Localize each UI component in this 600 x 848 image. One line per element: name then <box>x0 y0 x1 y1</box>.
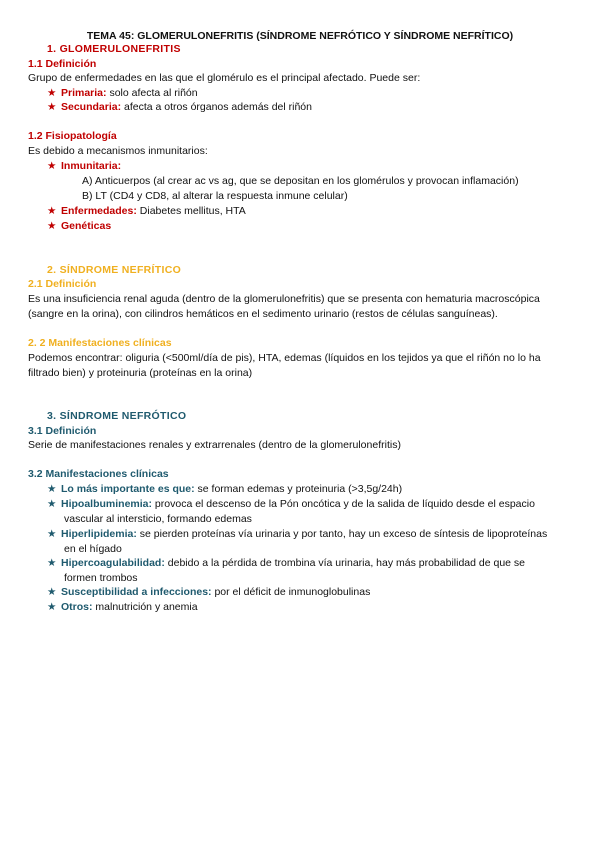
sub-list-item: B) LT (CD4 y CD8, al alterar la respuesta inmune celular) <box>82 190 348 202</box>
star-bullet-icon: ★ <box>47 601 57 613</box>
star-bullet-icon: ★ <box>47 557 57 569</box>
section-3-heading: 3. SÍNDROME NEFRÓTICO <box>47 410 187 422</box>
star-bullet-icon: ★ <box>47 160 57 172</box>
section-2-1-text-line2: (sangre en la orina), con cilindros hemáticos en el sedimento urinario (restos de células sanguíneas). <box>28 308 498 320</box>
list-item-continuation: en el hígado <box>64 543 122 555</box>
list-item: ★ Secundaria: afecta a otros órganos además del riñón <box>47 101 312 113</box>
list-item-continuation: vascular al intersticio, formando edemas <box>64 513 252 525</box>
star-bullet-icon: ★ <box>47 220 57 232</box>
list-item: ★ Lo más importante es que: se forman edemas y proteinuria (>3,5g/24h) <box>47 483 403 495</box>
section-2-2-title: 2. 2 Manifestaciones clínicas <box>28 337 172 349</box>
list-item: ★ Enfermedades: Diabetes mellitus, HTA <box>47 205 246 217</box>
section-3-1-text: Serie de manifestaciones renales y extrarrenales (dentro de la glomerulonefritis) <box>28 439 401 451</box>
list-item-continuation: formen trombos <box>64 572 138 584</box>
section-3-2-title: 3.2 Manifestaciones clínicas <box>28 468 169 480</box>
star-bullet-icon: ★ <box>47 87 57 99</box>
sub-list-item: A) Anticuerpos (al crear ac vs ag, que se depositan en los glomérulos y provocan inflamación) <box>82 175 519 187</box>
section-2-2-text-line1: Podemos encontrar: oliguria (<500ml/día de pis), HTA, edemas (líquidos en los tejidos ya que el riñón no lo ha <box>28 352 541 364</box>
section-1-2-title: 1.2 Fisiopatología <box>28 130 117 142</box>
list-item: ★ Susceptibilidad a infecciones: por el déficit de inmunoglobulinas <box>47 586 371 598</box>
star-bullet-icon: ★ <box>47 528 57 540</box>
list-item: ★ Hipercoagulabilidad: debido a la pérdida de trombina vía urinaria, hay más probabilidad de que se <box>47 557 526 569</box>
star-bullet-icon: ★ <box>47 483 57 495</box>
list-item: ★ Inmunitaria: <box>47 160 122 172</box>
section-2-1-title: 2.1 Definición <box>28 278 97 290</box>
section-1-2-text: Es debido a mecanismos inmunitarios: <box>28 145 208 157</box>
list-item: ★ Primaria: solo afecta al riñón <box>47 87 198 99</box>
section-2-2-text-line2: filtrado bien) y proteinuria (proteínas en la orina) <box>28 367 253 379</box>
star-bullet-icon: ★ <box>47 205 57 217</box>
section-2-heading: 2. SÍNDROME NEFRÍTICO <box>47 264 182 276</box>
list-item: ★ Otros: malnutrición y anemia <box>47 601 198 613</box>
list-item: ★ Genéticas <box>47 220 112 232</box>
star-bullet-icon: ★ <box>47 498 57 510</box>
list-item: ★ Hipoalbuminemia: provoca el descenso de la Pón oncótica y de la salida de líquido desde el espacio <box>47 498 535 510</box>
star-bullet-icon: ★ <box>47 101 57 113</box>
list-item: ★ Hiperlipidemia: se pierden proteínas vía urinaria y por tanto, hay un exceso de síntesis de lipoproteínas <box>47 528 548 540</box>
section-1-1-text: Grupo de enfermedades en las que el glomérulo es el principal afectado. Puede ser: <box>28 72 421 84</box>
section-3-1-title: 3.1 Definición <box>28 425 97 437</box>
section-2-1-text-line1: Es una insuficiencia renal aguda (dentro de la glomerulonefritis) que se presenta con hematuria macroscópica <box>28 293 540 305</box>
section-1-1-title: 1.1 Definición <box>28 58 97 70</box>
star-bullet-icon: ★ <box>47 586 57 598</box>
section-1-heading: 1. GLOMERULONEFRITIS <box>47 43 181 55</box>
document-title: TEMA 45: GLOMERULONEFRITIS (SÍNDROME NEFRÓTICO Y SÍNDROME NEFRÍTICO) <box>86 30 514 42</box>
